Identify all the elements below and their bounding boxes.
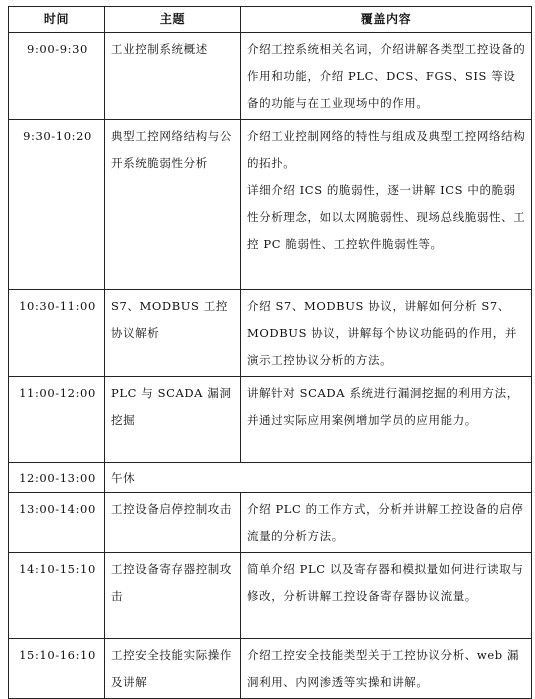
content-paragraph: 详细介绍 ICS 的脆弱性，逐一讲解 ICS 中的脆弱性分析理念，如以太网脆弱性、现场总线脆弱性、工控 PC 脆弱性、工控软件脆弱性等。 — [247, 183, 526, 251]
content-paragraph: 介绍工业控制网络的特性与组成及典型工控网络结构的拓扑。 — [247, 129, 526, 170]
row-content — [241, 493, 532, 553]
row-topic: 工控设备寄存器控制攻击 — [105, 553, 241, 639]
table-row — [9, 120, 532, 290]
content-paragraph: 介绍 PLC 的工作方式，分析并讲解工控设备的启停流量的分析方法。 — [247, 502, 524, 543]
row-topic: 工控安全技能实际操作及讲解 — [105, 639, 241, 699]
header-time: 时间 — [9, 7, 105, 33]
row-topic: 工业控制系统概述 — [105, 33, 241, 120]
content-paragraph: 简单介绍 PLC 以及寄存器和模拟量如何进行读取与修改，分析讲解工控设备寄存器协议流量。 — [247, 562, 524, 603]
row-time: 11:00-12:00 — [9, 377, 105, 463]
table-row — [9, 33, 532, 120]
row-time: 9:30-10:20 — [9, 120, 105, 290]
row-content — [241, 290, 532, 377]
schedule-body — [9, 33, 532, 699]
header-row — [9, 7, 532, 33]
row-time: 10:30-11:00 — [9, 290, 105, 377]
row-content — [241, 377, 532, 463]
row-time: 13:00-14:00 — [9, 493, 105, 553]
row-time: 15:10-16:10 — [9, 639, 105, 699]
content-paragraph: 介绍 S7、MODBUS 协议，讲解如何分析 S7、MODBUS 协议，讲解每个协议功能码的作用，并演示工控协议分析的方法。 — [247, 299, 517, 367]
row-topic: 典型工控网络结构与公开系统脆弱性分析 — [105, 120, 241, 290]
content-paragraph: 讲解针对 SCADA 系统进行漏洞挖掘的利用方法，并通过实际应用案例增加学员的应用能力。 — [247, 386, 519, 427]
table-row — [9, 377, 532, 463]
table-row — [9, 639, 532, 699]
row-topic: S7、MODBUS 工控协议解析 — [105, 290, 241, 377]
table-row — [9, 463, 532, 493]
table-row — [9, 290, 532, 377]
row-topic: PLC 与 SCADA 漏洞挖掘 — [105, 377, 241, 463]
row-content — [241, 120, 532, 290]
row-topic-merged: 午休 — [105, 463, 532, 493]
row-time: 9:00-9:30 — [9, 33, 105, 120]
row-content — [241, 33, 532, 120]
table-row — [9, 553, 532, 639]
header-topic: 主题 — [105, 7, 241, 33]
content-paragraph: 介绍工控安全技能类型关于工控协议分析、web 漏洞利用、内网渗透等实操和讲解。 — [247, 648, 520, 689]
table-row — [9, 493, 532, 553]
content-paragraph: 介绍工控系统相关名词，介绍讲解各类型工控设备的作用和功能，介绍 PLC、DCS、FGS、SIS 等设备的功能与在工业现场中的作用。 — [247, 42, 526, 110]
row-content — [241, 639, 532, 699]
row-time: 14:10-15:10 — [9, 553, 105, 639]
schedule-table — [8, 6, 532, 699]
row-content — [241, 553, 532, 639]
row-topic: 工控设备启停控制攻击 — [105, 493, 241, 553]
row-time: 12:00-13:00 — [9, 463, 105, 493]
header-content: 覆盖内容 — [241, 7, 532, 33]
